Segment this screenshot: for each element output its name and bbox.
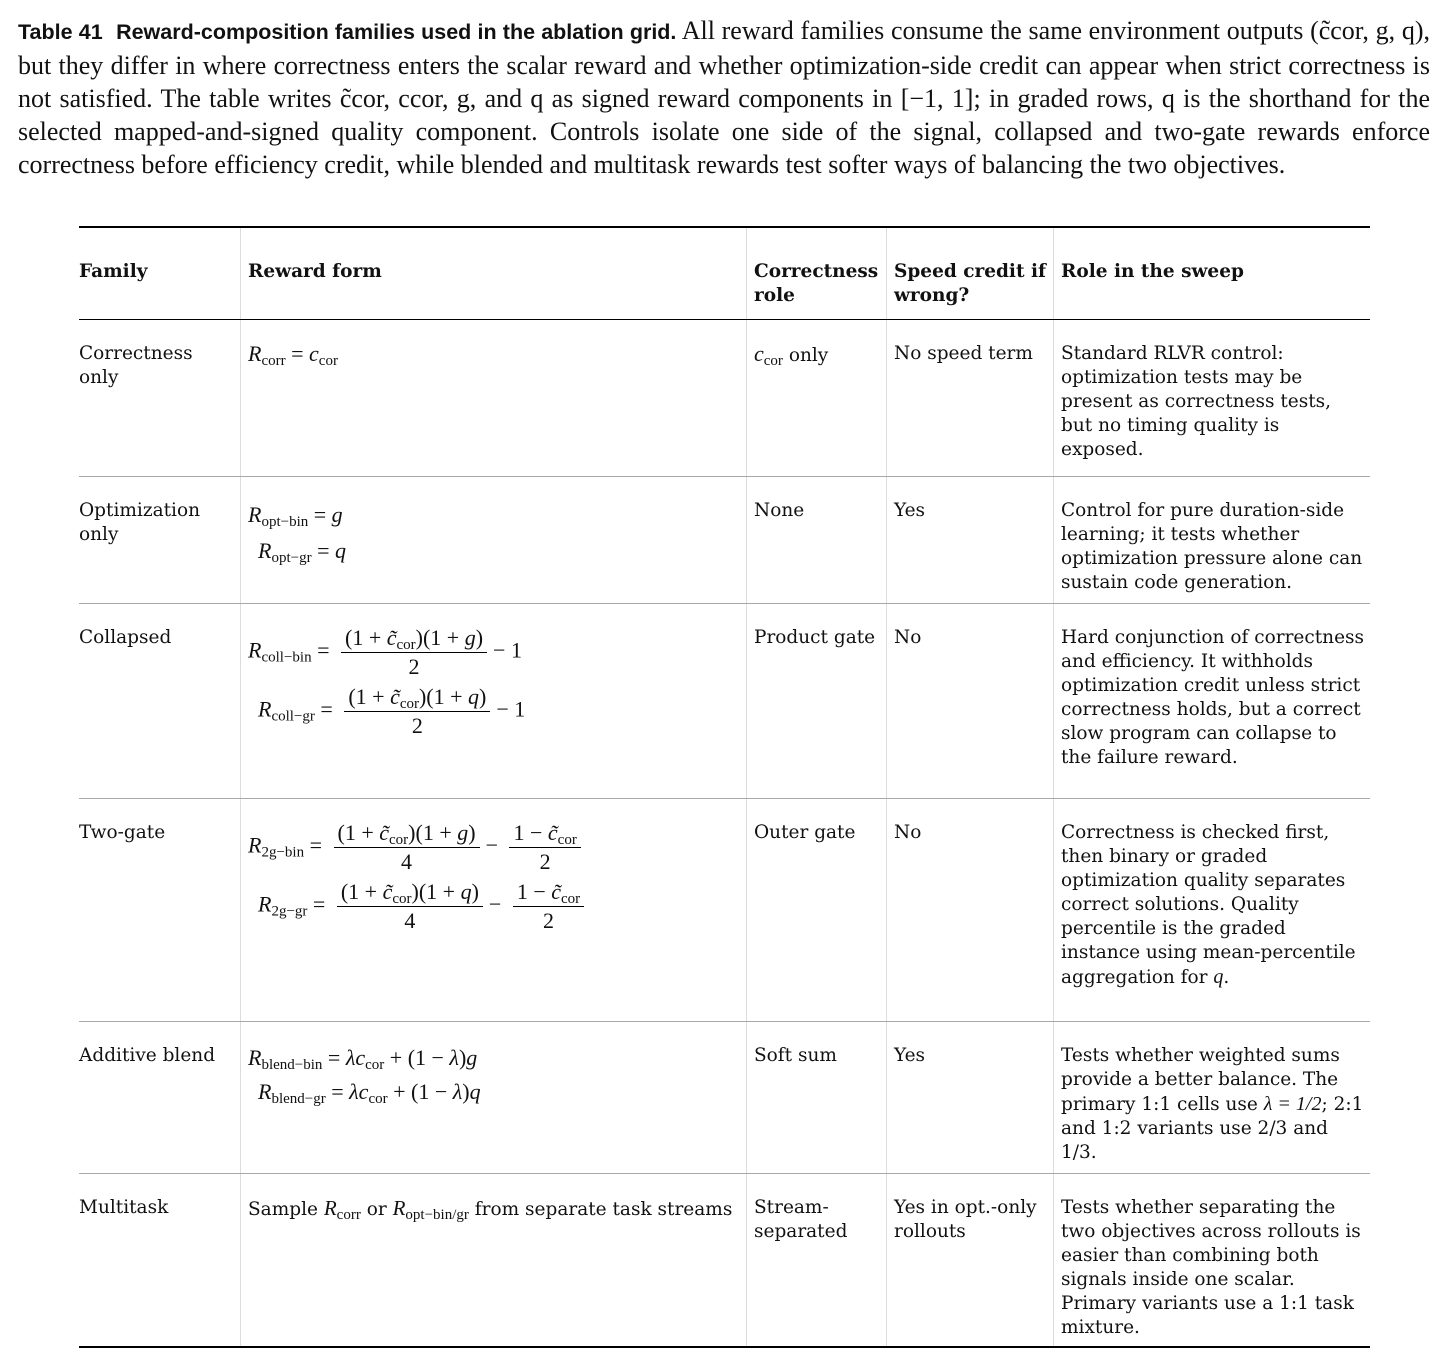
speed-credit-cell: No: [886, 604, 1053, 798]
correctness-role-cell: Soft sum: [746, 1022, 886, 1173]
role-cell: Control for pure duration-side learning; it tests whether optimization pressure alone can sustain code generation.: [1053, 477, 1370, 603]
reward-form-cell: [240, 477, 746, 603]
formula-r-opt: $R_{opt-bin/gr}$: [392, 1196, 469, 1223]
role-text-end: .: [1223, 967, 1230, 988]
correctness-role-text: only: [788, 345, 829, 366]
role-cell: [1053, 799, 1370, 1021]
role-text: Correctness is checked first, then binary or graded optimization quality separates correct solutions. Quality percentile is the graded instance using mean-percentile aggregation for: [1061, 822, 1356, 988]
speed-credit-cell: No speed term: [886, 320, 1053, 476]
header-role-in-sweep: Role in the sweep: [1053, 228, 1370, 319]
family-cell: Multitask: [79, 1197, 169, 1218]
reward-form-cell: [240, 604, 746, 798]
table-row: [79, 1021, 1370, 1173]
ccor-symbol: $c_{cor}$: [754, 341, 783, 369]
formula-corr: $R_{corr} = c_{cor}$: [248, 341, 338, 369]
role-q-symbol: q: [1213, 966, 1224, 988]
speed-credit-cell: Yes: [886, 477, 1053, 603]
role-cell: Hard conjunction of correctness and efficiency. It withholds optimization credit unless strict correctness holds, but a correct slow program can collapse to the failure reward.: [1053, 604, 1370, 798]
table-row: [79, 603, 1370, 798]
table-row: [79, 476, 1370, 603]
correctness-role-cell: Product gate: [746, 604, 886, 798]
role-text-end: ; 2:1 and 1:2 variants use 2/3 and 1/3.: [1061, 1094, 1364, 1163]
family-cell: Optimization only: [79, 500, 200, 545]
table-header-row: [79, 228, 1370, 320]
reward-text-streams: from separate task streams: [474, 1199, 733, 1220]
role-cell: Standard RLVR control: optimization tests may be present as correctness tests, but no timing quality is exposed.: [1053, 320, 1370, 476]
reward-table: [79, 226, 1370, 1348]
role-cell: [1053, 1022, 1370, 1173]
reward-text-or: or: [366, 1199, 387, 1220]
caption-text: All reward families consume the same environment outputs (c̃cor, g, q), but they differ in where correctness enters the scalar reward and whether optimization-side credit can appear when strict correctness is not satisfied. The table writes c̃cor, ccor, g, and q as signed reward components in [−1, 1]; in graded rows, q is the shorthand for the selected mapped-and-signed quality component. Controls isolate one side of the signal, collapsed and two-gate rewards enforce correctness before efficiency credit, while blended and multitask rewards test softer ways of balancing the two objectives.: [18, 16, 1431, 179]
header-reward-form: Reward form: [240, 228, 746, 319]
table-row: [79, 1173, 1370, 1346]
family-cell: Two-gate: [79, 822, 166, 843]
reward-form-cell: [240, 799, 746, 1021]
formula-blend-bin: $R_{blend-bin} = \lambda c_{cor} + (1 - \lambda)g$: [248, 1045, 478, 1073]
table-row: [79, 320, 1370, 476]
caption-title: Reward-composition families used in the ablation grid.: [116, 20, 677, 44]
formula-coll-gr: $R_{coll-gr}$ = $\frac{(1 + c̃_{cor})(1 + q)}{2}$ − 1: [258, 684, 526, 738]
correctness-role-cell: Outer gate: [746, 799, 886, 1021]
role-cell: Tests whether separating the two objectives across rollouts is easier than combining both signals inside one scalar. Primary variants use a 1:1 task mixture.: [1053, 1174, 1370, 1346]
formula-opt-gr: $R_{opt-gr} = q$: [258, 538, 346, 566]
correctness-role-cell: [746, 320, 886, 476]
formula-r-corr: $R_{corr}$: [323, 1196, 361, 1223]
formula-2g-bin: $R_{2g-bin}$ = $\frac{(1 + c̃_{cor})(1 + g)}{4}$ − $\frac{1 - c̃_{cor}}{2}$: [248, 821, 742, 874]
formula-opt-bin: $R_{opt-bin} = g$: [248, 502, 343, 530]
formula-2g-gr: $R_{2g-gr}$ = $\frac{(1 + c̃_{cor})(1 + q)}{4}$ − $\frac{1 - c̃_{cor}}{2}$: [258, 880, 742, 933]
role-text: Tests whether weighted sums provide a better balance. The primary 1:1 cells use: [1061, 1045, 1340, 1115]
correctness-role-cell: Stream-separated: [746, 1174, 886, 1346]
correctness-role-cell: None: [746, 477, 886, 603]
family-cell: Correctness only: [79, 343, 193, 388]
family-cell: Additive blend: [79, 1045, 216, 1066]
reward-form-cell: [240, 1022, 746, 1173]
reward-form-cell: [240, 1174, 746, 1346]
family-cell: Collapsed: [79, 627, 172, 648]
caption-label: Table 41: [18, 20, 103, 44]
formula-blend-gr: $R_{blend-gr} = \lambda c_{cor} + (1 - \lambda)q$: [258, 1079, 481, 1107]
speed-credit-cell: Yes: [886, 1022, 1053, 1173]
speed-credit-cell: Yes in opt.-only rollouts: [886, 1174, 1053, 1346]
header-speed-credit: Speed credit if wrong?: [886, 228, 1053, 319]
reward-text-sample: Sample: [248, 1199, 318, 1220]
header-family: Family: [79, 261, 148, 282]
table-caption: [18, 14, 1430, 181]
table-row: [79, 798, 1370, 1021]
formula-coll-bin: $R_{coll-bin}$ = $\frac{(1 + c̃_{cor})(1 + g)}{2}$ − 1: [248, 625, 522, 679]
reward-form-cell: [240, 320, 746, 476]
speed-credit-cell: No: [886, 799, 1053, 1021]
role-lambda-math: λ = 1/2: [1263, 1093, 1322, 1115]
header-correctness-role: Correctness role: [746, 228, 886, 319]
